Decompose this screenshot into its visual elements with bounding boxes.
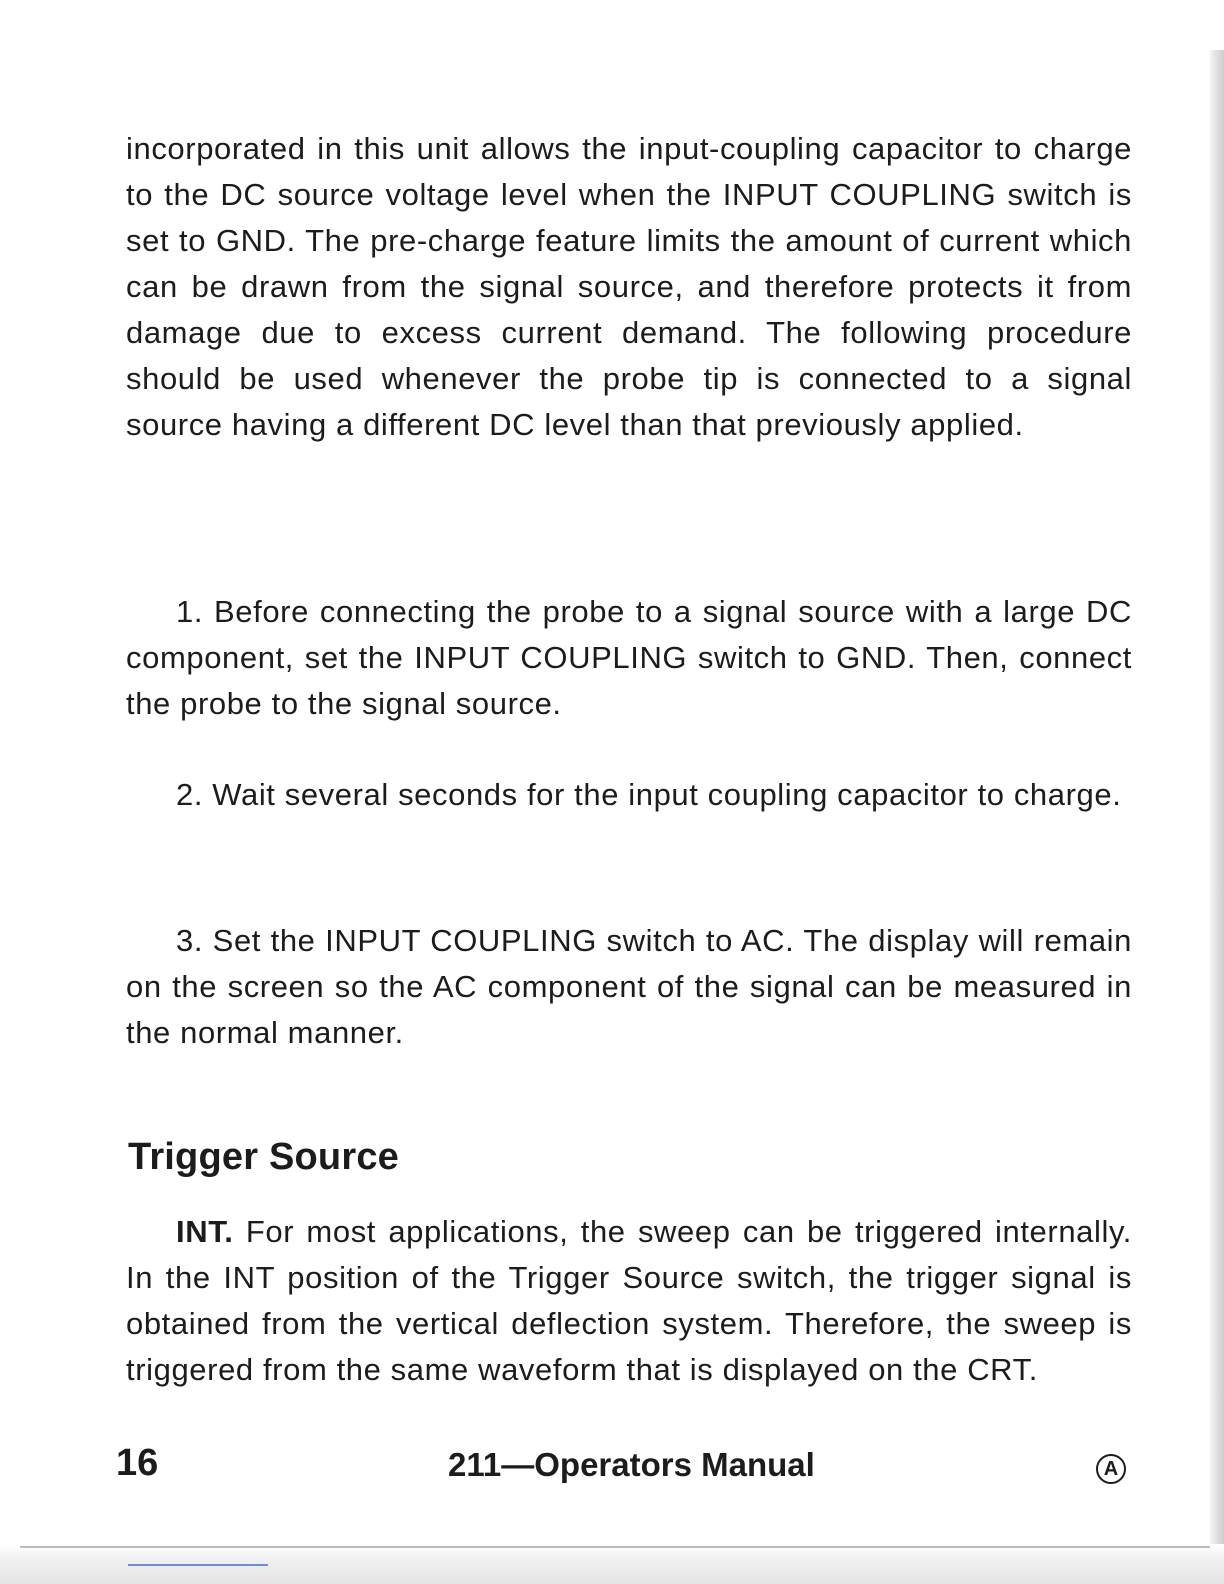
section-heading-trigger-source: Trigger Source xyxy=(128,1136,399,1178)
intro-paragraph: incorporated in this unit allows the input-coupling capacitor to charge to the DC source voltage level when the INPUT COUPLING switch is set to GND. The pre-charge feature limits the amount of current which can be drawn from the signal source, and therefore protects it from damage due to excess current demand. The following procedure should be used whenever the probe tip is connected to a signal source having a different DC level than that previously applied. xyxy=(126,131,1132,442)
int-paragraph xyxy=(126,1209,1132,1393)
page-right-edge-shadow xyxy=(1210,50,1224,1584)
page-number: 16 xyxy=(116,1442,159,1484)
revision-mark-icon: A xyxy=(1096,1454,1126,1484)
procedure-step-2: 2. Wait several seconds for the input coupling capacitor to charge. xyxy=(176,777,1122,812)
int-lead-label: INT. xyxy=(176,1214,234,1249)
manual-title: 211—Operators Manual xyxy=(448,1446,815,1483)
procedure-step-1: 1. Before connecting the probe to a signal source with a large DC component, set the INPUT COUPLING switch to GND. Then, connect the probe to the signal source. xyxy=(126,594,1132,721)
blue-margin-line xyxy=(128,1564,268,1566)
int-paragraph-text: For most applications, the sweep can be triggered internally. In the INT position of the Trigger Source switch, the trigger signal is obtained from the vertical deflection system. Therefore, the sweep is triggered from the same waveform that is displayed on the CRT. xyxy=(126,1214,1132,1387)
procedure-step-3: 3. Set the INPUT COUPLING switch to AC. The display will remain on the screen so the AC component of the signal can be measured in the normal manner. xyxy=(126,923,1132,1050)
page-bottom-edge-line xyxy=(20,1546,1210,1548)
